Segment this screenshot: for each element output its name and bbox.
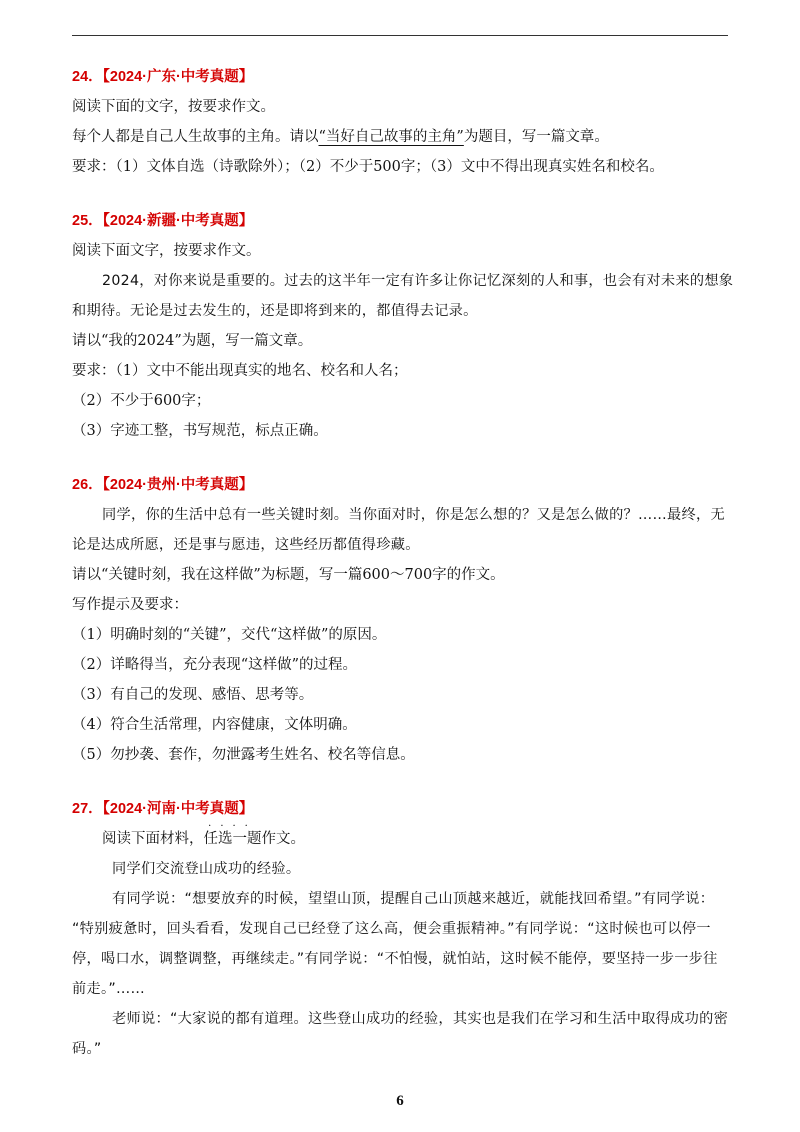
q27-line-1 [72, 821, 732, 854]
q27-emphasis: ···· 任选一题 [203, 821, 262, 847]
page-content [72, 62, 732, 1064]
q27-line-1c: 作文。 [261, 831, 305, 847]
q27-line-1a: 阅读下面材料， [102, 831, 204, 847]
q26-line-8: （4）符合生活常理，内容健康，文体明确。 [72, 717, 357, 733]
q25-heading [72, 206, 732, 236]
q24-heading [72, 62, 732, 92]
q25-line-4: 请以“我的2024”为题，写一篇文章。 [72, 333, 313, 349]
q27-line-5: 停，喝口水，调整调整，再继续走。”有同学说：“不怕慢，就怕站，这时候不能停，要坚持一步一步往 [72, 951, 718, 967]
q26-line-6: （2）详略得当，充分表现“这样做”的过程。 [72, 657, 358, 673]
q26-line-7: （3）有自己的发现、感悟、思考等。 [72, 687, 314, 703]
q26-line-9: （5）勿抄袭、套作，勿泄露考生姓名、校名等信息。 [72, 747, 415, 763]
q27-line-3: 有同学说：“想要放弃的时候，望望山顶，提醒自己山顶越来越近，就能找回希望。”有同学说： [112, 891, 715, 907]
q25-line-2: 2024，对你来说是重要的。过去的这半年一定有许多让你记忆深刻的人和事，也会有对未来的想象 [102, 273, 734, 289]
q24-topic: “当好自己故事的主角” [318, 129, 464, 145]
q27-line-8: 码。” [72, 1041, 102, 1057]
q27-emphasis-text: 任选一题 [203, 831, 262, 847]
q24-line-2a: 每个人都是自己人生故事的主角。请以 [72, 129, 319, 145]
q26-line-5: （1）明确时刻的“关键”，交代“这样做”的原因。 [72, 627, 387, 643]
q27-line-4: “特别疲惫时，回头看看，发现自己已经登了这么高，便会重振精神。”有同学说：“这时候也可以停一 [72, 921, 711, 937]
q24-title: 24．【2024·广东·中考真题】 [72, 69, 254, 85]
q24-requirements: 要求：（1）文体自选（诗歌除外）；（2）不少于500字；（3）文中不得出现真实姓名和校名。 [72, 159, 664, 175]
header-rule [72, 35, 728, 36]
q27-title: 27．【2024·河南·中考真题】 [72, 801, 254, 817]
q26-line-4: 写作提示及要求： [72, 597, 188, 613]
q26-line-3: 请以“关键时刻，我在这样做”为标题，写一篇600～700字的作文。 [72, 567, 505, 583]
q24-line-2c: 为题目，写一篇文章。 [463, 129, 609, 145]
q27-heading [72, 794, 732, 824]
q26-heading [72, 470, 732, 500]
q27-line-6: 前走。”…… [72, 981, 145, 997]
q25-line-6: （2）不少于600字； [72, 393, 211, 409]
q27-line-2: 同学们交流登山成功的经验。 [112, 861, 301, 877]
q25-line-5: 要求：（1）文中不能出现真实的地名、校名和人名； [72, 363, 408, 379]
q26-line-2: 论是达成所愿，还是事与愿违，这些经历都值得珍藏。 [72, 537, 420, 553]
page-number: 6 [396, 1093, 404, 1109]
q24-line-1: 阅读下面的文字，按要求作文。 [72, 99, 275, 115]
q25-title: 25．【2024·新疆·中考真题】 [72, 213, 254, 229]
q26-line-1: 同学，你的生活中总有一些关键时刻。当你面对时，你是怎么想的？又是怎么做的？……最终，无 [102, 507, 725, 523]
q26-title: 26．【2024·贵州·中考真题】 [72, 477, 254, 493]
q25-line-3: 和期待。无论是过去发生的，还是即将到来的，都值得去记录。 [72, 303, 478, 319]
q27-line-7: 老师说：“大家说的都有道理。这些登山成功的经验，其实也是我们在学习和生活中取得成功的密 [112, 1011, 729, 1027]
q24-line-2 [72, 122, 732, 152]
q25-line-7: （3）字迹工整，书写规范，标点正确。 [72, 423, 328, 439]
q25-line-1: 阅读下面文字，按要求作文。 [72, 243, 261, 259]
